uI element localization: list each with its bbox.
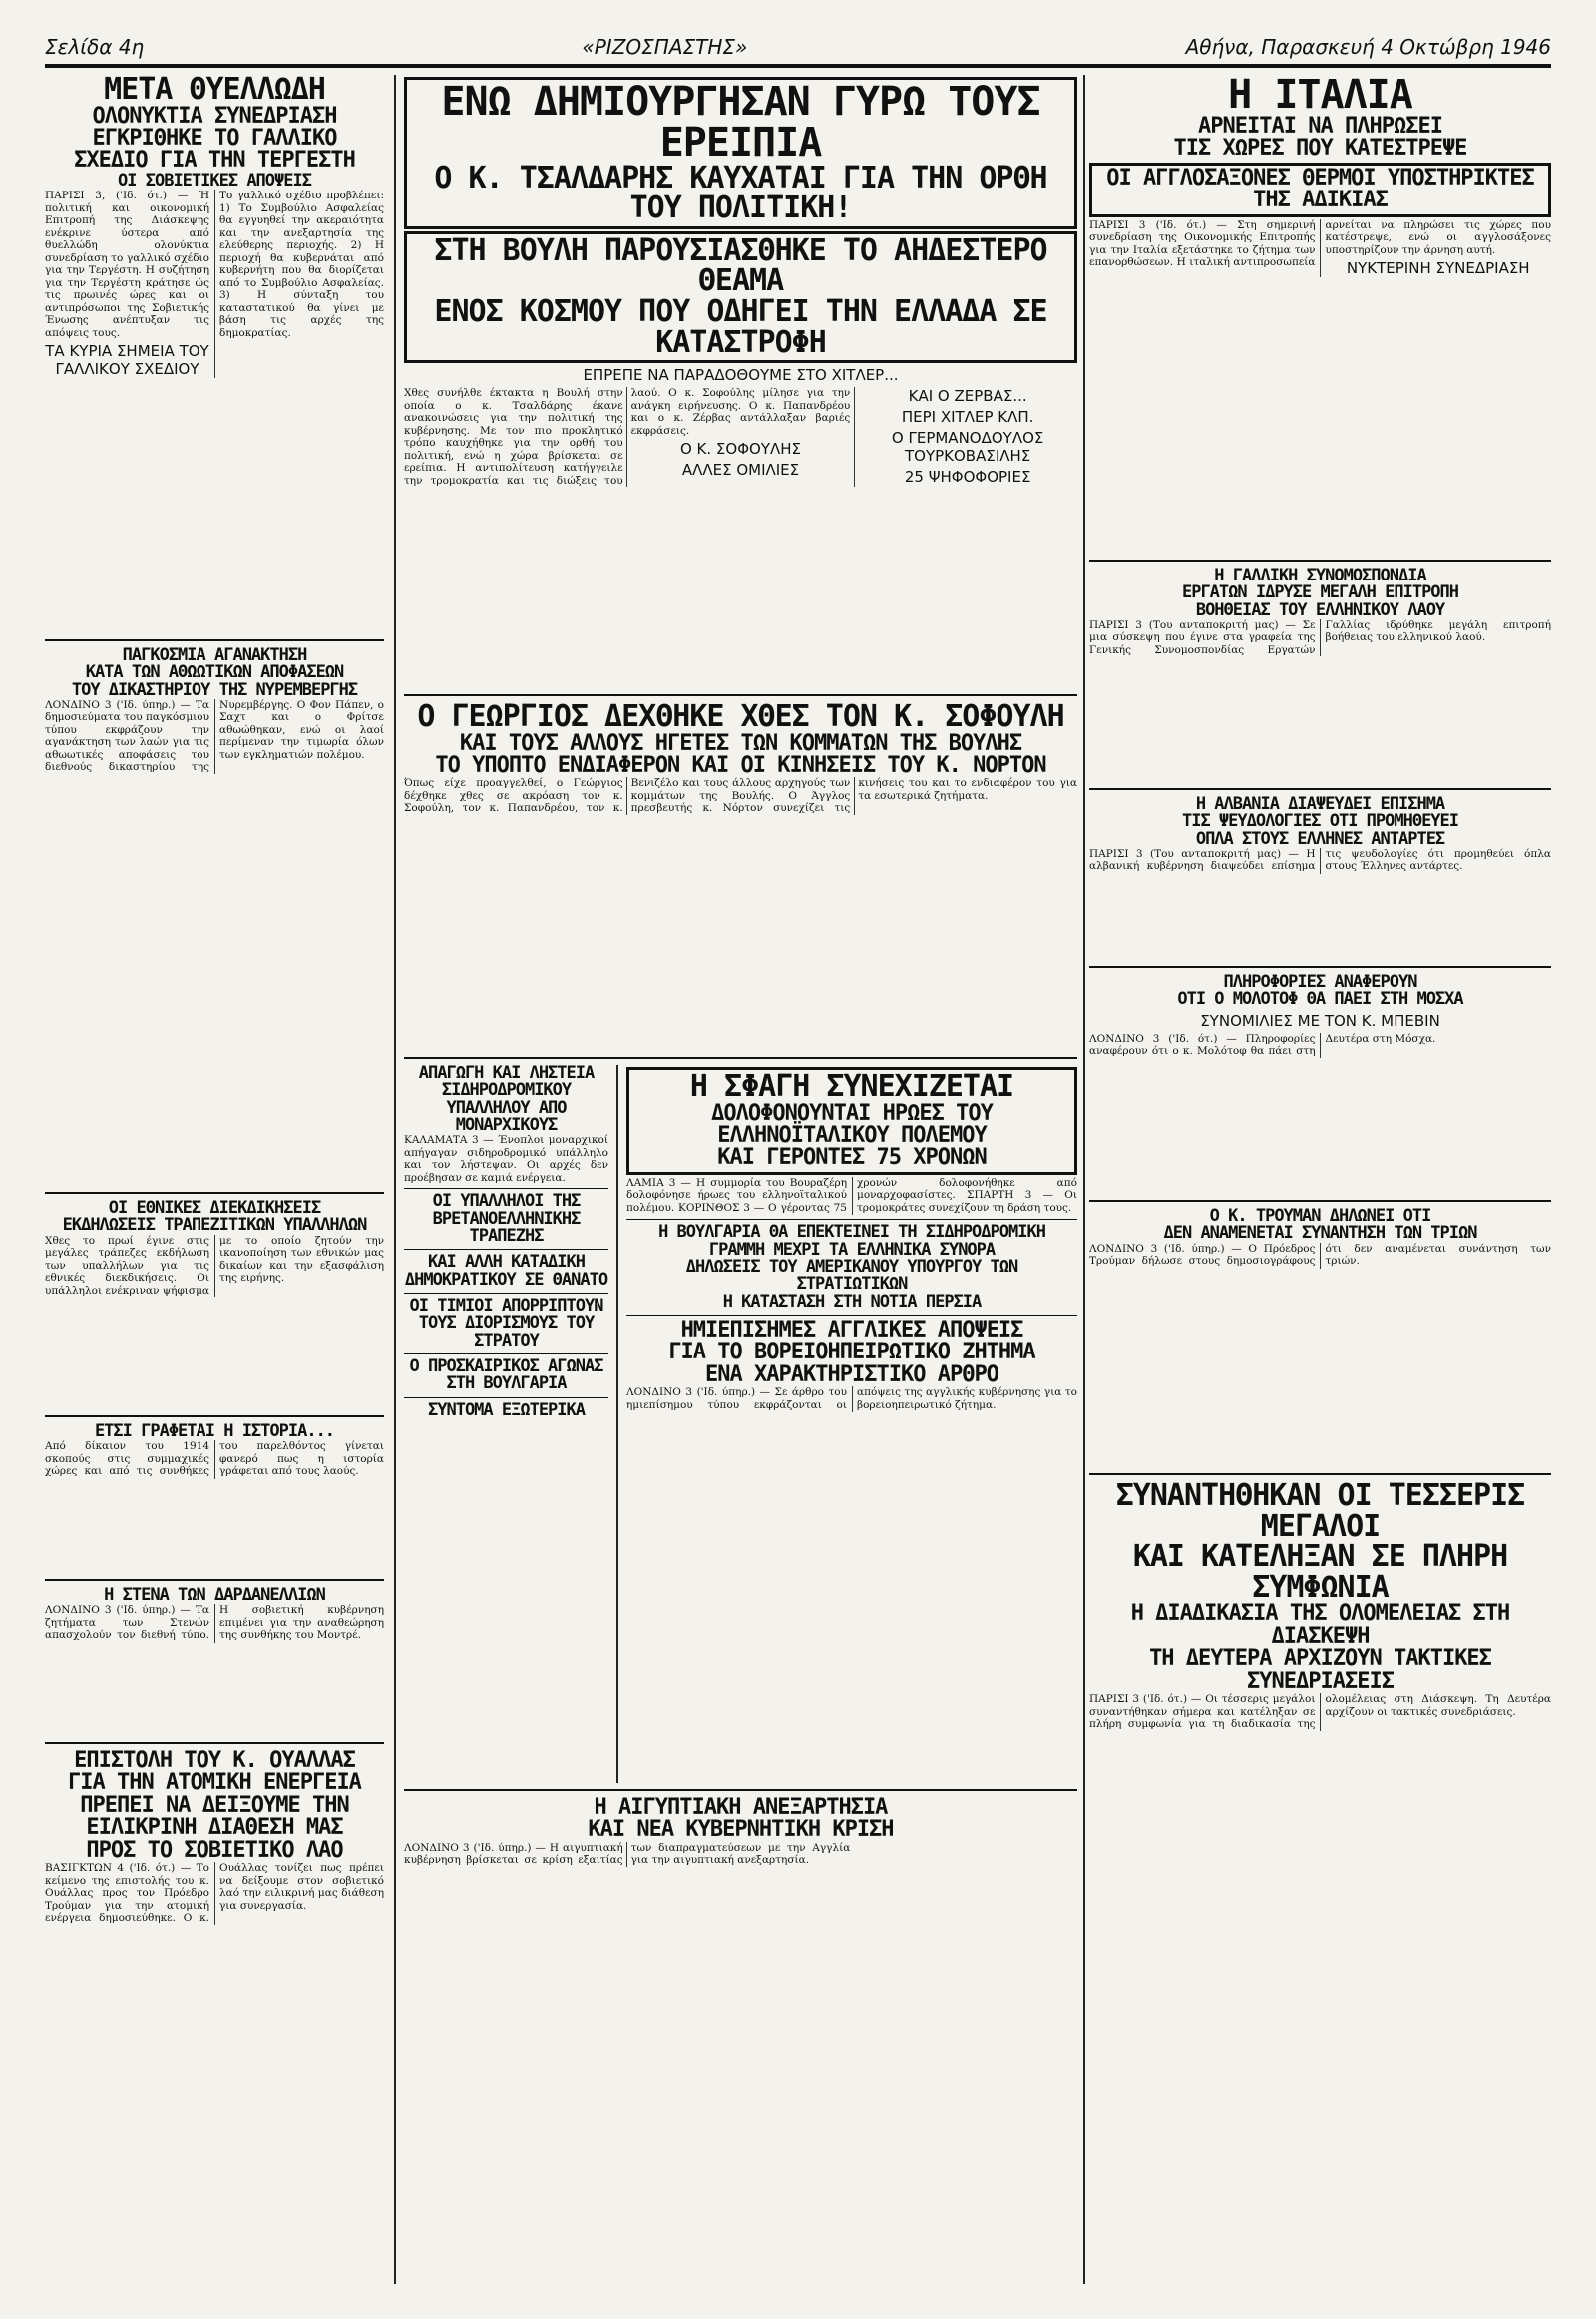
column-rule bbox=[394, 75, 396, 2284]
headline: ΒΟΗΘΕΙΑΣ ΤΟΥ ΕΛΛΗΝΙΚΟΥ ΛΑΟΥ bbox=[1195, 599, 1445, 620]
headline: ΟΛΟΝΥΚΤΙΑ ΣΥΝΕΔΡΙΑΣΗ bbox=[92, 103, 337, 129]
headline: ΤΟΥ ΔΙΚΑΣΤΗΡΙΟΥ ΤΗΣ ΝΥΡΕΜΒΕΡΓΗΣ bbox=[71, 679, 358, 700]
headline: Ο ΠΡΟΣΚΑΙΡΙΚΟΣ ΑΓΩΝΑΣ ΣΤΗ ΒΟΥΛΓΑΡΙΑ bbox=[409, 1355, 603, 1394]
headline: ΔΕΝ ΑΝΑΜΕΝΕΤΑΙ ΣΥΝΑΝΤΗΣΗ ΤΩΝ ΤΡΙΩΝ bbox=[1163, 1223, 1477, 1244]
article-big-four bbox=[1089, 1481, 1551, 2199]
center-column bbox=[404, 75, 1077, 2284]
headline: ΕΚΔΗΛΩΣΕΙΣ ΤΡΑΠΕΖΙΤΙΚΩΝ ΥΠΑΛΛΗΛΩΝ bbox=[62, 1215, 367, 1236]
article-text: Χθες συνήλθε έκτακτα η Βουλή στην οποία ο κ. Τσαλδάρης έκανε ανακοινώσεις για την πολιτική της κυβέρνησης. Με τον πιο προκλητικό τρόπο καυχήθηκε για την ορθή του πολιτική, ενώ η χώρα βρίσκεται σε ερείπια. Η αντιπολίτευση κατήγγειλε την τρομοκρατία και τις διώξεις του λαού. Ο κ. Σοφούλης μίλησε για την ανάγκη ειρήνευσης. Ο κ. Παπανδρέου και ο κ. Ζέρβας αντάλλαξαν βαριές εκφράσεις. bbox=[404, 387, 851, 487]
article-massacre bbox=[626, 1065, 1077, 1783]
article-italy bbox=[1089, 75, 1551, 554]
headline: ΚΑΙ ΝΕΑ ΚΥΒΕΡΝΗΤΙΚΗ ΚΡΙΣΗ bbox=[588, 1817, 894, 1843]
headline: ΕΝΩ ΔΗΜΙΟΥΡΓΗΣΑΝ ΓΥΡΩ ΤΟΥΣ ΕΡΕΙΠΙΑ bbox=[441, 79, 1040, 166]
headline: ΚΑΙ ΓΕΡΟΝΤΕΣ 75 ΧΡΟΝΩΝ bbox=[717, 1145, 987, 1171]
headline: ΕΤΣΙ ΓΡΑΦΕΤΑΙ Η ΙΣΤΟΡΙΑ... bbox=[94, 1423, 335, 1441]
headline: ΣΧΕΔΙΟ ΓΙΑ ΤΗΝ ΤΕΡΓΕΣΤΗ bbox=[74, 148, 355, 174]
headline: ΔΟΛΟΦΟΝΟΥΝΤΑΙ ΗΡΩΕΣ ΤΟΥ ΕΛΛΗΝΟΪΤΑΛΙΚΟΥ ΠΟΛΕΜΟΥ bbox=[711, 1100, 993, 1149]
headline: ΠΛΗΡΟΦΟΡΙΕΣ ΑΝΑΦΕΡΟΥΝ bbox=[1223, 974, 1417, 992]
section-subhead: ΕΠΡΕΠΕ ΝΑ ΠΑΡΑΔΟΘΟΥΜΕ ΣΤΟ ΧΙΤΛΕΡ... bbox=[583, 366, 899, 385]
headline: ΟΙ ΤΙΜΙΟΙ ΑΠΟΡΡΙΠΤΟΥΝ ΤΟΥΣ ΔΙΟΡΙΣΜΟΥΣ ΤΟΥ ΣΤΡΑΤΟΥ bbox=[409, 1295, 603, 1351]
headline: ΕΓΚΡΙΘΗΚΕ ΤΟ ΓΑΛΛΙΚΟ bbox=[92, 126, 337, 152]
headline: Ο Κ. ΤΣΑΛΔΑΡΗΣ ΚΑΥΧΑΤΑΙ ΓΙΑ ΤΗΝ ΟΡΘΗ ΤΟΥ ΠΟΛΙΤΙΚΗ! bbox=[434, 160, 1047, 226]
headline: ΟΠΛΑ ΣΤΟΥΣ ΕΛΛΗΝΕΣ ΑΝΤΑΡΤΕΣ bbox=[1195, 828, 1445, 849]
headline: ΣΥΝΑΝΤΗΘΗΚΑΝ ΟΙ ΤΕΣΣΕΡΙΣ ΜΕΓΑΛΟΙ bbox=[1115, 1481, 1525, 1544]
article-history bbox=[45, 1423, 384, 1573]
article-french-unions bbox=[1089, 568, 1551, 782]
headline: ΤΙΣ ΧΩΡΕΣ ΠΟΥ ΚΑΤΕΣΤΡΕΨΕ bbox=[1173, 136, 1467, 162]
issue-date: Αθήνα, Παρασκευή 4 Οκτώβρη 1946 bbox=[1185, 35, 1551, 59]
section-subhead: Ο Κ. ΣΟΦΟΥΛΗΣ bbox=[679, 440, 801, 459]
page-header bbox=[45, 30, 1551, 68]
headline: ΔΗΛΩΣΕΙΣ ΤΟΥ ΑΜΕΡΙΚΑΝΟΥ ΥΠΟΥΡΓΟΥ ΤΩΝ ΣΤΡΑΤΙΩΤΙΚΩΝ bbox=[685, 1257, 1018, 1295]
article-text: ΠΑΡΙΣΙ 3 ('Ιδ. ότ.) — Οι τέσσερις μεγάλοι συναντήθηκαν σήμερα και κατέληξαν σε πλήρη συμφωνία για τη διαδικασία της ολομέλειας στη Διάσκεψη. Τη Δευτέρα αρχίζουν οι τακτικές συνεδριάσεις. bbox=[1089, 1693, 1551, 1731]
article-text: ΠΑΡΙΣΙ 3, ('Ιδ. ότ.) — Ή πολιτική και οικονομική Επιτροπή της Διάσκεψης ενέκρινε ύστερα από θυελλώδη ολονύκτια συνεδρίαση το γαλλικό σχέδιο για την Τεργέστη. Η συζήτηση για την Τεργέστη κράτησε ώς τις πρωινές ώρες και οι αντιπρόσωποι της Σοβιετικής Ένωσης ανέπτυξαν τις απόψεις τους. bbox=[45, 190, 209, 339]
article-text: ΒΑΣΙΓΚΤΩΝ 4 ('Ιδ. ότ.) — Το κείμενο της επιστολής του κ. Ουάλλας προς τον Πρόεδρο Τρούμαν για την ατομική ενέργεια δημοσιεύθηκε. Ο κ. Ουάλλας τονίζει πως πρέπει να δείξουμε στον σοβιετικό λαό την ειλικρινή μας διάθεση για συνεργασία. bbox=[45, 1862, 384, 1925]
section-subhead: ΝΥΚΤΕΡΙΝΗ ΣΥΝΕΔΡΙΑΣΗ bbox=[1346, 259, 1530, 278]
headline: ΠΡΟΣ ΤΟ ΣΟΒΙΕΤΙΚΟ ΛΑΟ bbox=[86, 1837, 343, 1863]
headline: ΓΙΑ ΤΗΝ ΑΤΟΜΙΚΗ ΕΝΕΡΓΕΙΑ bbox=[68, 1770, 361, 1796]
headline: Ο Κ. ΤΡΟΥΜΑΝ ΔΗΛΩΝΕΙ ΟΤΙ bbox=[1209, 1208, 1431, 1226]
middle-section bbox=[404, 1065, 1077, 1783]
page-number: Σελίδα 4η bbox=[45, 35, 145, 59]
article-text: Από δίκαιον του 1914 σκοπούς στις συμμαχικές χώρες και από τις συνθήκες του παρελθόντος γίνεται φανερό πως η ιστορία γράφεται από τους λαούς. bbox=[45, 1440, 384, 1478]
headline: ΤΙΣ ΨΕΥΔΟΛΟΓΙΕΣ ΟΤΙ ΠΡΟΜΗΘΕΥΕΙ bbox=[1181, 811, 1459, 832]
headline: Η ΔΙΑΔΙΚΑΣΙΑ ΤΗΣ ΟΛΟΜΕΛΕΙΑΣ ΣΤΗ ΔΙΑΣΚΕΨΗ bbox=[1130, 1601, 1510, 1649]
headline: ΤΟ ΥΠΟΠΤΟ ΕΝΔΙΑΦΕΡΟΝ ΚΑΙ ΟΙ ΚΙΝΗΣΕΙΣ ΤΟΥ Κ. ΝΟΡΤΟΝ bbox=[435, 753, 1046, 779]
headline: ΟΙ ΑΓΓΛΟΣΑΞΟΝΕΣ ΘΕΡΜΟΙ ΥΠΟΣΤΗΡΙΚΤΕΣ ΤΗΣ ΑΔΙΚΙΑΣ bbox=[1106, 165, 1534, 213]
headline: Η ΓΑΛΛΙΚΗ ΣΥΝΟΜΟΣΠΟΝΔΙΑ bbox=[1214, 568, 1426, 585]
headline: ΚΑΤΑ ΤΩΝ ΑΘΩΩΤΙΚΩΝ ΑΠΟΦΑΣΕΩΝ bbox=[85, 662, 344, 683]
headline: ΗΜΙΕΠΙΣΗΜΕΣ ΑΓΓΛΙΚΕΣ ΑΠΟΨΕΙΣ bbox=[680, 1318, 1023, 1344]
headline: ΚΑΙ ΚΑΤΕΛΗΞΑΝ ΣΕ ΠΛΗΡΗ ΣΥΜΦΩΝΙΑ bbox=[1132, 1539, 1508, 1605]
headline: ΓΙΑ ΤΟ ΒΟΡΕΙΟΗΠΕΙΡΩΤΙΚΟ ΖΗΤΗΜΑ bbox=[668, 1340, 1035, 1365]
article-text: ΛΑΜΙΑ 3 — Η συμμορία του Βουραζέρη δολοφόνησε ήρωες του ελληνοϊταλικού πολέμου. ΚΟΡΙΝΘΟΣ 3 — Ο γέροντας 75 χρονών δολοφονήθηκε από μοναρχοφασίστες. ΣΠΑΡΤΗ 3 — Οι τρομοκράτες συνεχίζουν τη δράση τους. bbox=[626, 1176, 1077, 1214]
article-text: ΛΟΝΔΙΝΟ 3 ('Ιδ. ότ.) — Πληροφορίες αναφέρουν ότι ο κ. Μολότοφ θα πάει στη Δευτέρα στη Μόσχα. bbox=[1089, 1032, 1436, 1058]
section-subhead: ΤΑ ΚΥΡΙΑ ΣΗΜΕΙΑ ΤΟΥ ΓΑΛΛΙΚΟΥ ΣΧΕΔΙΟΥ bbox=[45, 342, 209, 379]
article-george bbox=[404, 702, 1077, 1051]
article-text: ΛΟΝΔΙΝΟ 3 ('Ιδ. ύπηρ.) — Σε άρθρο του ημιεπίσημου τύπου εκφράζονται οι απόψεις της αγγλικής κυβέρνησης για το βορειοηπειρωτικό ζήτημα. bbox=[626, 1386, 1077, 1411]
headline: ΕΡΓΑΤΩΝ ΙΔΡΥΣΕ ΜΕΓΑΛΗ ΕΠΙΤΡΟΠΗ bbox=[1181, 582, 1459, 603]
headline: Η ΣΤΕΝΑ ΤΩΝ ΔΑΡΔΑΝΕΛΛΙΩΝ bbox=[104, 1587, 325, 1605]
headline: ΕΝΟΣ ΚΟΣΜΟΥ ΠΟΥ ΟΔΗΓΕΙ ΤΗΝ ΕΛΛΑΔΑ ΣΕ ΚΑΤΑΣΤΡΟΦΗ bbox=[434, 293, 1047, 360]
headline: Η ΙΤΑΛΙΑ bbox=[1228, 75, 1412, 118]
headline: ΠΑΓΚΟΣΜΙΑ ΑΓΑΝΑΚΤΗΣΗ bbox=[122, 647, 307, 665]
article-tsaldaris bbox=[404, 75, 1077, 688]
headline: ΣΤΗ ΒΟΥΛΗ ΠΑΡΟΥΣΙΑΣΘΗΚΕ ΤΟ ΑΗΔΕΣΤΕΡΟ ΘΕΑΜΑ bbox=[434, 232, 1047, 299]
section-subhead: Ο ΓΕΡΜΑΝΟΔΟΥΛΟΣ ΤΟΥΡΚΟΒΑΣΙΛΗΣ bbox=[891, 429, 1044, 466]
article-albania bbox=[1089, 796, 1551, 961]
article-egypt bbox=[404, 1797, 1077, 2276]
headline: ΚΑΙ ΤΟΥΣ ΑΛΛΟΥΣ ΗΓΕΤΕΣ ΤΩΝ ΚΟΜΜΑΤΩΝ ΤΗΣ ΒΟΥΛΗΣ bbox=[459, 730, 1022, 756]
headline: ΟΤΙ Ο ΜΟΛΟΤΟΦ ΘΑ ΠΑΕΙ ΣΤΗ ΜΟΣΧΑ bbox=[1177, 989, 1463, 1010]
section-subhead: ΣΥΝΟΜΙΛΙΕΣ ΜΕ ΤΟΝ Κ. ΜΠΕΒΙΝ bbox=[1200, 1011, 1440, 1030]
headline: Η ΒΟΥΛΓΑΡΙΑ ΘΑ ΕΠΕΚΤΕΙΝΕΙ ΤΗ ΣΙΔΗΡΟΔΡΟΜΙΚΗ ΓΡΑΜΜΗ ΜΕΧΡΙ ΤΑ ΕΛΛΗΝΙΚΑ ΣΥΝΟΡΑ bbox=[658, 1222, 1045, 1260]
headline: ΕΝΑ ΧΑΡΑΚΤΗΡΙΣΤΙΚΟ ΑΡΘΡΟ bbox=[705, 1361, 998, 1387]
headline: ΚΑΙ ΑΛΛΗ ΚΑΤΑΔΙΚΗ ΔΗΜΟΚΡΑΤΙΚΟΥ ΣΕ ΘΑΝΑΤΟ bbox=[404, 1252, 608, 1290]
headline: Η ΚΑΤΑΣΤΑΣΗ ΣΤΗ ΝΟΤΙΑ ΠΕΡΣΙΑ bbox=[722, 1291, 982, 1312]
left-column bbox=[45, 75, 384, 2284]
article-text: ΚΑΛΑΜΑΤΑ 3 — Ένοπλοι μοναρχικοί απήγαγαν σιδηροδρομικό υπάλληλο και τον λήστεψαν. Οι αρχές δεν προέβησαν σε καμιά ενέργεια. bbox=[404, 1134, 608, 1184]
headline: ΕΙΛΙΚΡΙΝΗ ΔΙΑΘΕΣΗ ΜΑΣ bbox=[86, 1815, 343, 1841]
headline: Η ΑΛΒΑΝΙΑ ΔΙΑΨΕΥΔΕΙ ΕΠΙΣΗΜΑ bbox=[1195, 796, 1445, 814]
section-subhead: ΠΕΡΙ ΧΙΤΛΕΡ ΚΛΠ. bbox=[901, 408, 1034, 427]
section-subhead: 25 ΨΗΦΟΦΟΡΙΕΣ bbox=[904, 468, 1031, 487]
headline: ΕΠΙΣΤΟΛΗ ΤΟΥ Κ. ΟΥΑΛΛΑΣ bbox=[74, 1750, 355, 1773]
headline: ΑΠΑΓΩΓΗ ΚΑΙ ΛΗΣΤΕΙΑ ΣΙΔΗΡΟΔΡΟΜΙΚΟΥ ΥΠΑΛΛΗΛΟΥ ΑΠΟ ΜΟΝΑΡΧΙΚΟΥΣ bbox=[418, 1065, 595, 1135]
article-nuremberg bbox=[45, 647, 384, 1186]
headline: ΑΡΝΕΙΤΑΙ ΝΑ ΠΛΗΡΩΣΕΙ bbox=[1198, 113, 1442, 139]
article-text: ΛΟΝΔΙΝΟ 3 ('Ιδ. ύπηρ.) — Ο Πρόεδρος Τρούμαν δήλωσε στους δημοσιογράφους ότι δεν αναμένεται συνάντηση των τριών. bbox=[1089, 1242, 1551, 1268]
subheadline: ΟΙ ΣΟΒΙΕΤΙΚΕΣ ΑΠΟΨΕΙΣ bbox=[118, 170, 311, 191]
headline: ΣΥΝΤΟΜΑ ΕΞΩΤΕΡΙΚΑ bbox=[428, 1399, 585, 1420]
article-truman bbox=[1089, 1208, 1551, 1467]
article-bank-employees bbox=[45, 1200, 384, 1409]
article-text: Όπως είχε προαγγελθεί, ο Γεώργιος δέχθηκε χθες σε ακρόαση τον κ. Σοφούλη, τον κ. Παπανδρέου, τον κ. Βενιζέλο και τους άλλους αρχηγούς των κομμάτων της Βουλής. Ο Άγγλος πρεσβευτής κ. Νόρτον συνεχίζει τις κινήσεις του και το ενδιαφέρον του για τα εσωτερικά ζητήματα. bbox=[404, 777, 1077, 815]
headline: ΜΕΤΑ ΘΥΕΛΛΩΔΗ bbox=[104, 75, 325, 107]
article-text: ΠΑΡΙΣΙ 3 (Του ανταποκριτή μας) — Η αλβανική κυβέρνηση διαψεύδει επίσημα τις ψευδολογίες ότι προμηθεύει όπλα στους Έλληνες αντάρτες. bbox=[1089, 847, 1551, 873]
article-dardanelles bbox=[45, 1587, 384, 1737]
short-news bbox=[404, 1065, 608, 1783]
headline: ΤΗ ΔΕΥΤΕΡΑ ΑΡΧΙΖΟΥΝ ΤΑΚΤΙΚΕΣ ΣΥΝΕΔΡΙΑΣΕΙΣ bbox=[1149, 1646, 1491, 1694]
article-trieste bbox=[45, 75, 384, 633]
article-wallace bbox=[45, 1750, 384, 2269]
column-rule bbox=[1083, 75, 1085, 2284]
article-text: ΛΟΝΔΙΝΟ 3 ('Ιδ. ύπηρ.) — Η αιγυπτιακή κυβέρνηση βρίσκεται σε κρίση εξαιτίας των διαπραγματεύσεων με την Αγγλία για την αιγυπτιακή ανεξαρτησία. bbox=[404, 1841, 851, 1867]
article-text: ΠΑΡΙΣΙ 3 ('Ιδ. ότ.) — Στη σημερινή συνεδρίαση της Οικονομικής Επιτροπής για την Ιταλία εξετάστηκε το ζήτημα των επανορθώσεων. Η ιταλική αντιπροσωπεία αρνείται να πληρώσει τις χώρες που κατέστρεψε, ενώ οι αγγλοσάξονες υποστηρίζουν την άρνηση αυτή. bbox=[1089, 218, 1551, 269]
article-text: ΠΑΡΙΣΙ 3 (Του ανταποκριτή μας) — Σε μια σύσκεψη που έγινε στα γραφεία της Γενικής Συνομοσπονδίας Εργατών Γαλλίας ιδρύθηκε μεγάλη επιτροπή βοήθειας του ελληνικού λαού. bbox=[1089, 618, 1551, 656]
right-column bbox=[1089, 75, 1551, 2284]
section-subhead: ΚΑΙ Ο ΖΕΡΒΑΣ... bbox=[908, 387, 1027, 406]
article-text: Χθες το πρωί έγινε στις μεγάλες τράπεζες εκδήλωση των υπαλλήλων για τις εθνικές διεκδικήσεις. Οι υπάλληλοι ενέκριναν ψήφισμα με το οποίο ζητούν την ικανοποίηση των εθνικών μας δικαίων και την εξασφάλιση της ειρήνης. bbox=[45, 1234, 384, 1297]
article-molotov bbox=[1089, 974, 1551, 1194]
headline: ΟΙ ΕΘΝΙΚΕΣ ΔΙΕΚΔΙΚΗΣΕΙΣ bbox=[108, 1200, 321, 1218]
article-text: Το γαλλικό σχέδιο προβλέπει: 1) Το Συμβούλιο Ασφαλείας θα εγγυηθεί την ακεραιότητα και την ανεξαρτησία της ελεύθερης περιοχής. 2) Η περιοχή θα κυβερνάται από κυβερνήτη που θα διορίζεται από το Συμβούλιο Ασφαλείας. 3) Η σύνταξη του καταστατικού θα γίνει με βάση τις αρχές της δημοκρατίας. bbox=[219, 190, 384, 339]
headline: Η ΣΦΑΓΗ ΣΥΝΕΧΙΖΕΤΑΙ bbox=[689, 1069, 1014, 1104]
article-text: ΛΟΝΔΙΝΟ 3 ('Ιδ. ύπηρ.) — Τα δημοσιεύματα του παγκόσμιου τύπου εκφράζουν την αγανάκτηση των λαών για τις αθωωτικές αποφάσεις του διεθνούς δικαστηρίου της Νυρεμβέργης. Ο Φον Πάπεν, ο Σαχτ και ο Φρίτσε αθωώθηκαν, ενώ οι λαοί περίμεναν την τιμωρία όλων των εγκληματιών πολέμου. bbox=[45, 698, 384, 774]
newspaper-name: «ΡΙΖΟΣΠΑΣΤΗΣ» bbox=[582, 35, 748, 59]
headline: ΟΙ ΥΠΑΛΛΗΛΟΙ ΤΗΣ ΒΡΕΤΑΝΟΕΛΛΗΝΙΚΗΣ ΤΡΑΠΕΖΗΣ bbox=[432, 1191, 581, 1246]
article-text: ΛΟΝΔΙΝΟ 3 ('Ιδ. ύπηρ.) — Τα ζητήματα των Στενών απασχολούν τον διεθνή τύπο. Η σοβιετική κυβέρνηση επιμένει για την αναθεώρηση της συνθήκης του Μοντρέ. bbox=[45, 1604, 384, 1642]
headline: Ο ΓΕΩΡΓΙΟΣ ΔΕΧΘΗΚΕ ΧΘΕΣ ΤΟΝ Κ. ΣΟΦΟΥΛΗ bbox=[417, 702, 1064, 734]
headline: Η ΑΙΓΥΠΤΙΑΚΗ ΑΝΕΞΑΡΤΗΣΙΑ bbox=[594, 1797, 888, 1820]
section-subhead: ΑΛΛΕΣ ΟΜΙΛΙΕΣ bbox=[681, 461, 800, 480]
headline: ΠΡΕΠΕΙ ΝΑ ΔΕΙΞΟΥΜΕ ΤΗΝ bbox=[80, 1792, 349, 1818]
